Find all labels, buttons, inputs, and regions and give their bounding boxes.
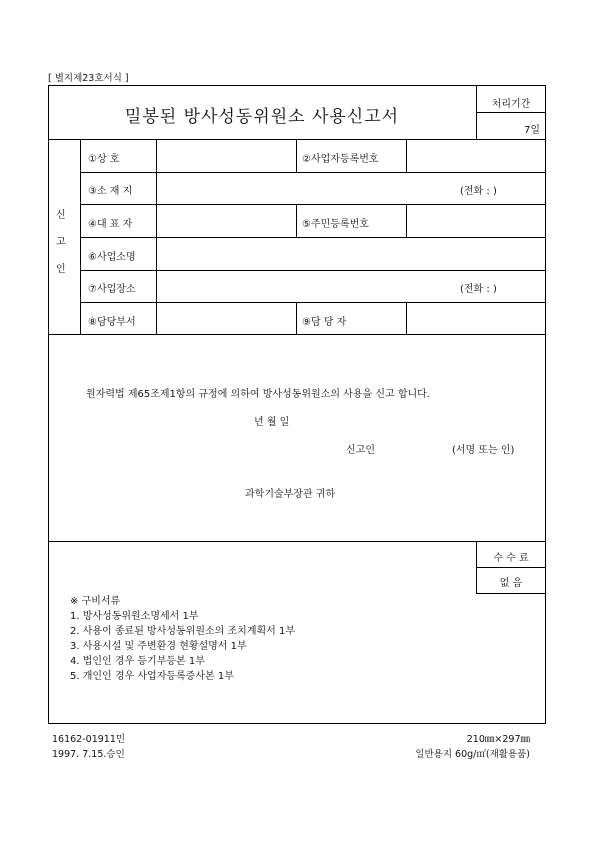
signature-hint: (서명 또는 인) xyxy=(452,445,515,456)
fee-bottom-line xyxy=(476,593,546,594)
row-line-5 xyxy=(80,302,546,303)
frame-top xyxy=(48,85,546,86)
recipient-text: 과학기술부장관 귀하 xyxy=(245,489,336,500)
row-line-1 xyxy=(80,172,546,173)
fee-value: 없 음 xyxy=(499,578,523,589)
document-item-4: 4. 법인인 경우 등기부등본 1부 xyxy=(70,656,205,667)
fee-top-line xyxy=(48,541,546,542)
applicant-label-2: 고 xyxy=(56,237,66,248)
applicant-sign-label: 신고인 xyxy=(346,445,375,456)
footer-paper: 일반용지 60g/㎡(재활용품) xyxy=(415,749,530,760)
footer-size: 210㎜×297㎜ xyxy=(466,734,530,745)
field-contact-person-label: ⑨담 당 자 xyxy=(302,317,347,328)
applicant-bottom-line xyxy=(48,334,546,335)
mid-line2-row4 xyxy=(406,204,407,237)
mid-line2-row1 xyxy=(406,139,407,172)
form-number-tag: [ 별지제23호서식 ] xyxy=(48,73,129,84)
frame-right xyxy=(545,85,546,724)
field-address-phone: (전화 : ) xyxy=(460,186,497,197)
processing-period-label: 처리기간 xyxy=(491,99,531,110)
field-trade-name-label: ①상 호 xyxy=(88,154,120,165)
processing-mid-line xyxy=(476,112,546,113)
footer-code: 16162-01911민 xyxy=(52,734,126,745)
row-line-4 xyxy=(80,270,546,271)
document-item-3: 3. 사용시설 및 주변환경 현황설명서 1부 xyxy=(70,641,247,652)
fee-label: 수 수 료 xyxy=(493,553,529,564)
applicant-label-1: 신 xyxy=(56,210,66,221)
label-col-line xyxy=(156,139,157,334)
mid-line2-row8 xyxy=(406,302,407,334)
field-department-label: ⑧담당부서 xyxy=(88,317,136,328)
mid-line-row8 xyxy=(296,302,297,334)
title-bottom-line xyxy=(48,139,546,140)
field-workplace-phone: (전화 : ) xyxy=(460,284,497,295)
footer-approval: 1997. 7.15.승인 xyxy=(52,749,125,760)
document-item-2: 2. 사용이 종료된 방사성동위원소의 조치계획서 1부 xyxy=(70,626,295,637)
row-line-2 xyxy=(80,204,546,205)
document-item-5: 5. 개인인 경우 사업자등록증사본 1부 xyxy=(70,671,234,682)
frame-left xyxy=(48,85,49,724)
field-resident-reg-label: ⑤주민등록번호 xyxy=(302,219,369,230)
mid-line-row1 xyxy=(296,139,297,172)
field-representative-label: ④대 표 자 xyxy=(88,219,133,230)
date-line: 년 월 일 xyxy=(254,417,290,428)
applicant-label-3: 인 xyxy=(56,264,66,275)
frame-bottom xyxy=(48,723,546,724)
documents-heading: ※ 구비서류 xyxy=(70,596,121,607)
row-line-3 xyxy=(80,237,546,238)
field-business-reg-label: ②사업자등록번호 xyxy=(302,154,379,165)
field-address-label: ③소 재 지 xyxy=(88,186,133,197)
page-title: 밀봉된 방사성동위원소 사용신고서 xyxy=(124,107,400,127)
field-office-name-label: ⑥사업소명 xyxy=(88,252,136,263)
fee-mid-line xyxy=(476,567,546,568)
document-item-1: 1. 방사성동위원소명세서 1부 xyxy=(70,611,199,622)
statement-text: 원자력법 제65조제1항의 규정에 의하여 방사성동위원소의 사용을 신고 합니다. xyxy=(86,389,430,400)
field-workplace-label: ⑦사업장소 xyxy=(88,284,136,295)
mid-line-row4 xyxy=(296,204,297,237)
processing-period-value: 7일 xyxy=(523,125,540,136)
